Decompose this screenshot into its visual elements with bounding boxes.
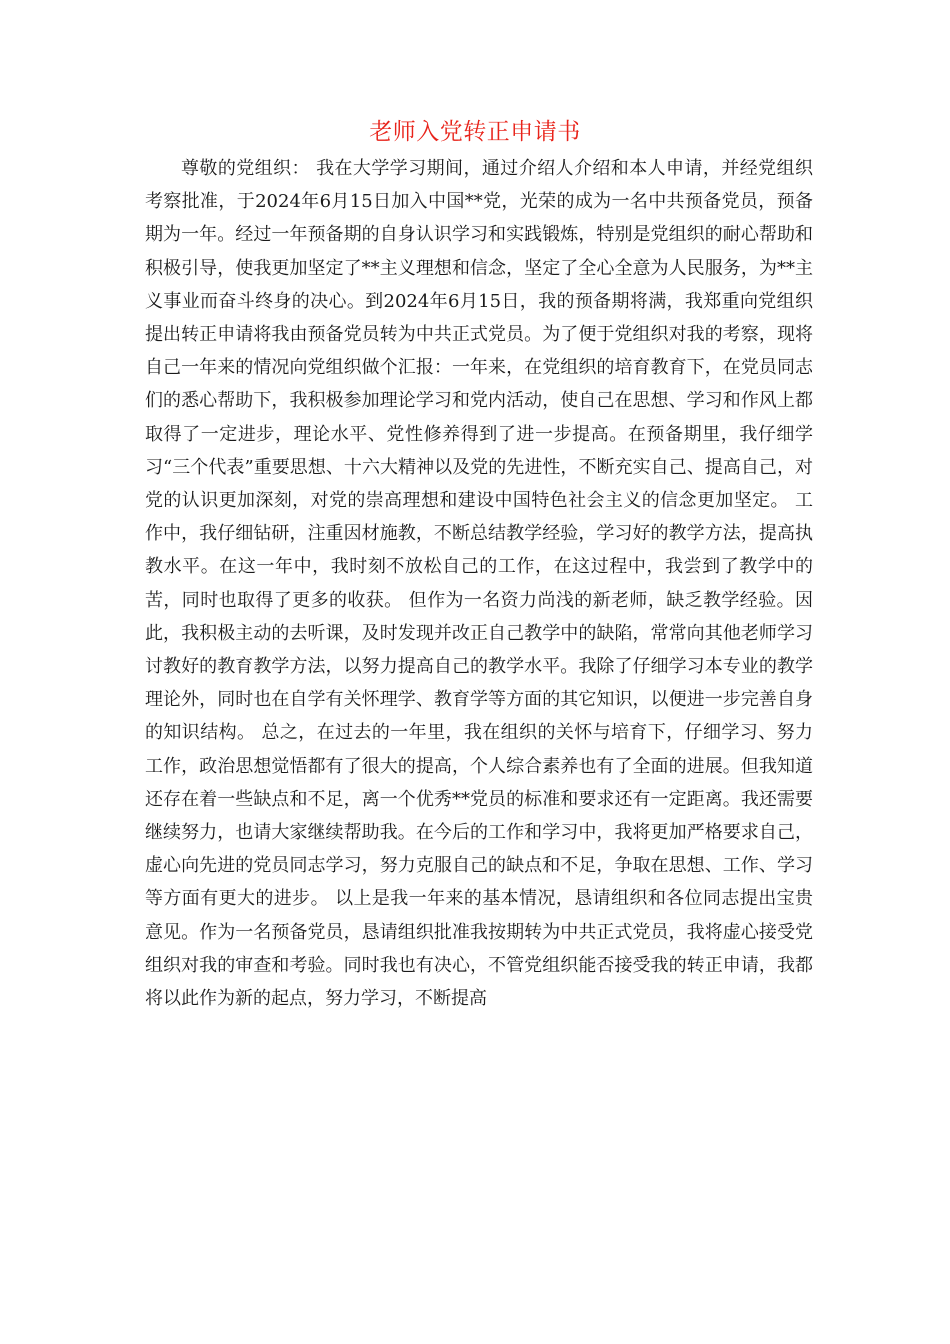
document-title: 老师入党转正申请书: [369, 119, 581, 145]
document-body: 尊敬的党组织： 我在大学学习期间，通过介绍人介绍和本人申请，并经党组织考察批准，于2024年6月15日加入中国**党，光荣的成为一名中共预备党员，预备期为一年。经过一年预备期的自身认识学习和实践锻炼，特别是党组织的耐心帮助和积极引导，使我更加坚定了**主义理想和信念，坚定了全心全意为人民服务，为**主义事业而奋斗终身的决心。到2024年6月15日，我的预备期将满，我郑重向党组织提出转正申请将我由预备党员转为中共正式党员。为了便于党组织对我的考察，现将自己一年来的情况向党组织做个汇报：一年来，在党组织的培育教育下，在党员同志们的悉心帮助下，我积极参加理论学习和党内活动，使自己在思想、学习和作风上都取得了一定进步，理论水平、党性修养得到了进一步提高。在预备期里，我仔细学习“三个代表”重要思想、十六大精神以及党的先进性，不断充实自己、提高自己，对党的认识更加深刻，对党的崇高理想和建设中国特色社会主义的信念更加坚定。 工作中，我仔细钻研，注重因材施教，不断总结教学经验，学习好的教学方法，提高执教水平。在这一年中，我时刻不放松自己的工作，在这过程中，我尝到了教学中的苦，同时也取得了更多的收获。 但作为一名资力尚浅的新老师，缺乏教学经验。因此，我积极主动的去听课，及时发现并改正自己教学中的缺陷，常常向其他老师学习讨教好的教育教学方法，以努力提高自己的教学水平。我除了仔细学习本专业的教学理论外，同时也在自学有关怀理学、教育学等方面的其它知识，以便进一步完善自身的知识结构。 总之，在过去的一年里，我在组织的关怀与培育下，仔细学习、努力工作，政治思想觉悟都有了很大的提高，个人综合素养也有了全面的进展。但我知道还存在着一些缺点和不足，离一个优秀**党员的标准和要求还有一定距离。我还需要继续努力，也请大家继续帮助我。在今后的工作和学习中，我将更加严格要求自己，虚心向先进的党员同志学习，努力克服自己的缺点和不足，争取在思想、工作、学习等方面有更大的进步。 以上是我一年来的基本情况，恳请组织和各位同志提出宝贵意见。作为一名预备党员，恳请组织批准我按期转为中共正式党员，我将虚心接受党组织对我的审查和考验。同时我也有决心，不管党组织能否接受我的转正申请，我都将以此作为新的起点，努力学习，不断提高: [145, 158, 813, 1010]
